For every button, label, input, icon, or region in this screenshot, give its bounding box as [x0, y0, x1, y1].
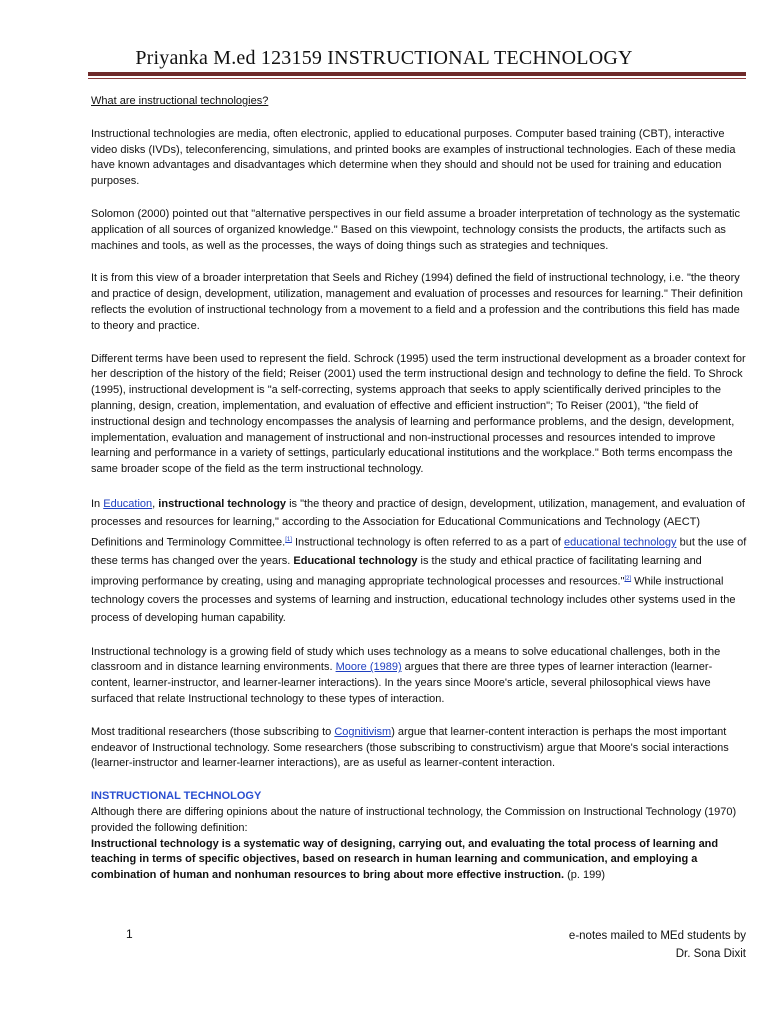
p5-text: While instructional technology covers the processes and systems of learning and instruction, educational technology includes other systems used in the process of developing human capability.	[91, 576, 736, 625]
moore-link[interactable]: Moore (1989)	[335, 661, 402, 674]
page-header-title: Priyanka M.ed 123159 INSTRUCTIONAL TECHNOLOGY	[135, 47, 633, 69]
footer-note	[486, 927, 746, 963]
paragraph-5	[91, 495, 747, 628]
document-body	[91, 94, 747, 884]
definition-bold: Instructional technology is a systematic way of designing, carrying out, and evaluating the total process of learning and teaching in terms of specific objectives, based on research in human learning and communication, and employing a combination of human and nonhuman resources to bring about more effective instruction.	[91, 837, 719, 882]
section-intro: Although there are differing opinions about the nature of instructional technology, the Commission on Instructional Technology (1970) provided the following definition:	[91, 806, 737, 834]
footnote-ref-1[interactable]: [1]	[285, 537, 292, 544]
footer-note-line-2: Dr. Sona Dixit	[675, 948, 746, 960]
paragraph-1: Instructional technologies are media, often electronic, applied to educational purposes. Computer based training (CBT), interactive video disks (IVDs), teleconferencing, simulations, and printed books are examples of instructional technologies. Each of these media have known advantages and disadvantages which determine when they should and should not be used for training and education purposes.	[91, 127, 736, 188]
section-heading: INSTRUCTIONAL TECHNOLOGY	[91, 790, 262, 803]
paragraph-3: It is from this view of a broader interpretation that Seels and Richey (1994) defined the field of instructional technology, i.e. "the theory and practice of design, development, utilization, management and evaluation of processes and resources for learning." Their definition reflects the evolution of instructional technology from a movement to a field and a profession and the contributions this field has made to theory and practice.	[91, 272, 743, 332]
section-instructional-technology	[91, 789, 747, 884]
p5-text: In	[91, 497, 104, 510]
p7-text: ) argue that learner-content interaction is perhaps the most important endeavor of Instructional technology. Some researchers (those subscribing to constructivism) argue that Moore's social interactions (learner-instructor and learner-learner interactions), are as useful as learner-content interaction.	[91, 725, 729, 770]
paragraph-6	[91, 645, 747, 708]
question-heading: What are instructional technologies?	[91, 95, 269, 107]
page-number: 1	[126, 927, 133, 941]
definition-citation: (p. 199)	[564, 869, 606, 882]
p6-text: argues that there are three types of learner interaction (learner-content, learner-instructor, and learner-learner interactions). In the years since Moore's article, several philosophical views have surfaced that relate Instructional technology to these types of interaction.	[91, 661, 713, 706]
p5-text: but the use of these terms has changed over the years.	[91, 537, 747, 568]
cognitivism-link[interactable]: Cognitivism	[334, 725, 392, 738]
p5-text: Instructional technology is often referred to as a part of	[291, 537, 564, 549]
header-rule-thick	[88, 72, 746, 76]
paragraph-4: Different terms have been used to represent the field. Schrock (1995) used the term instructional development as a broader context for her description of the history of the field; Reiser (2001) used the term instructional design and technology to define the field. To Shrock (1995), instructional development is "a self-correcting, systems approach that seeks to apply scientifically derived principles to the planning, design, creation, implementation, and evaluation of effective and efficient instruction"; To Reiser (2001), "the field of instructional design and technology encompasses the analysis of learning and performance problems, and the design, development, implementation, evaluation and management of instructional and non-instructional processes and resources intended to improve learning and performance in a variety of settings, particularly educational institutions and the workplace." Both terms encompass the same broader scope of the field as the term instructional technology.	[91, 352, 746, 476]
header-rule-thin	[88, 78, 746, 79]
definition-block	[91, 837, 747, 884]
p7-text: Most traditional researchers (those subscribing to	[91, 725, 335, 738]
footer-note-line-1: e-notes mailed to MEd students by	[568, 930, 746, 942]
p5-bold-term: instructional technology	[158, 497, 287, 510]
p6-text: Instructional technology is a growing field of study which uses technology as a means to solve educational challenges, both in the classroom and in distance learning environments.	[91, 645, 721, 674]
educational-technology-link[interactable]: educational technology	[564, 537, 677, 549]
p5-text: is the study and ethical practice of facilitating learning and improving performance by creating, using and managing appropriate technological processes and resources."	[91, 555, 702, 589]
paragraph-7	[91, 725, 747, 772]
education-link[interactable]: Education	[103, 497, 153, 510]
p5-text: is "the theory and practice of design, development, utilization, management, and evaluation of processes and resources for learning," according to the Association for Educational Communications and Technology (AECT) Definitions and Terminology Committee.	[91, 497, 745, 549]
p5-text: ,	[152, 497, 159, 510]
footnote-ref-2[interactable]: [2]	[624, 576, 632, 583]
paragraph-2: Solomon (2000) pointed out that "alternative perspectives in our field assume a broader interpretation of technology as the systematic application of all sources of organized knowledge." Based on this viewpoint, technology consists the products, the artifacts such as machines and tools, as well as the processes, the ways of doing things such as strategies and techniques.	[91, 207, 740, 252]
p5-bold-term: Educational technology	[293, 555, 418, 568]
